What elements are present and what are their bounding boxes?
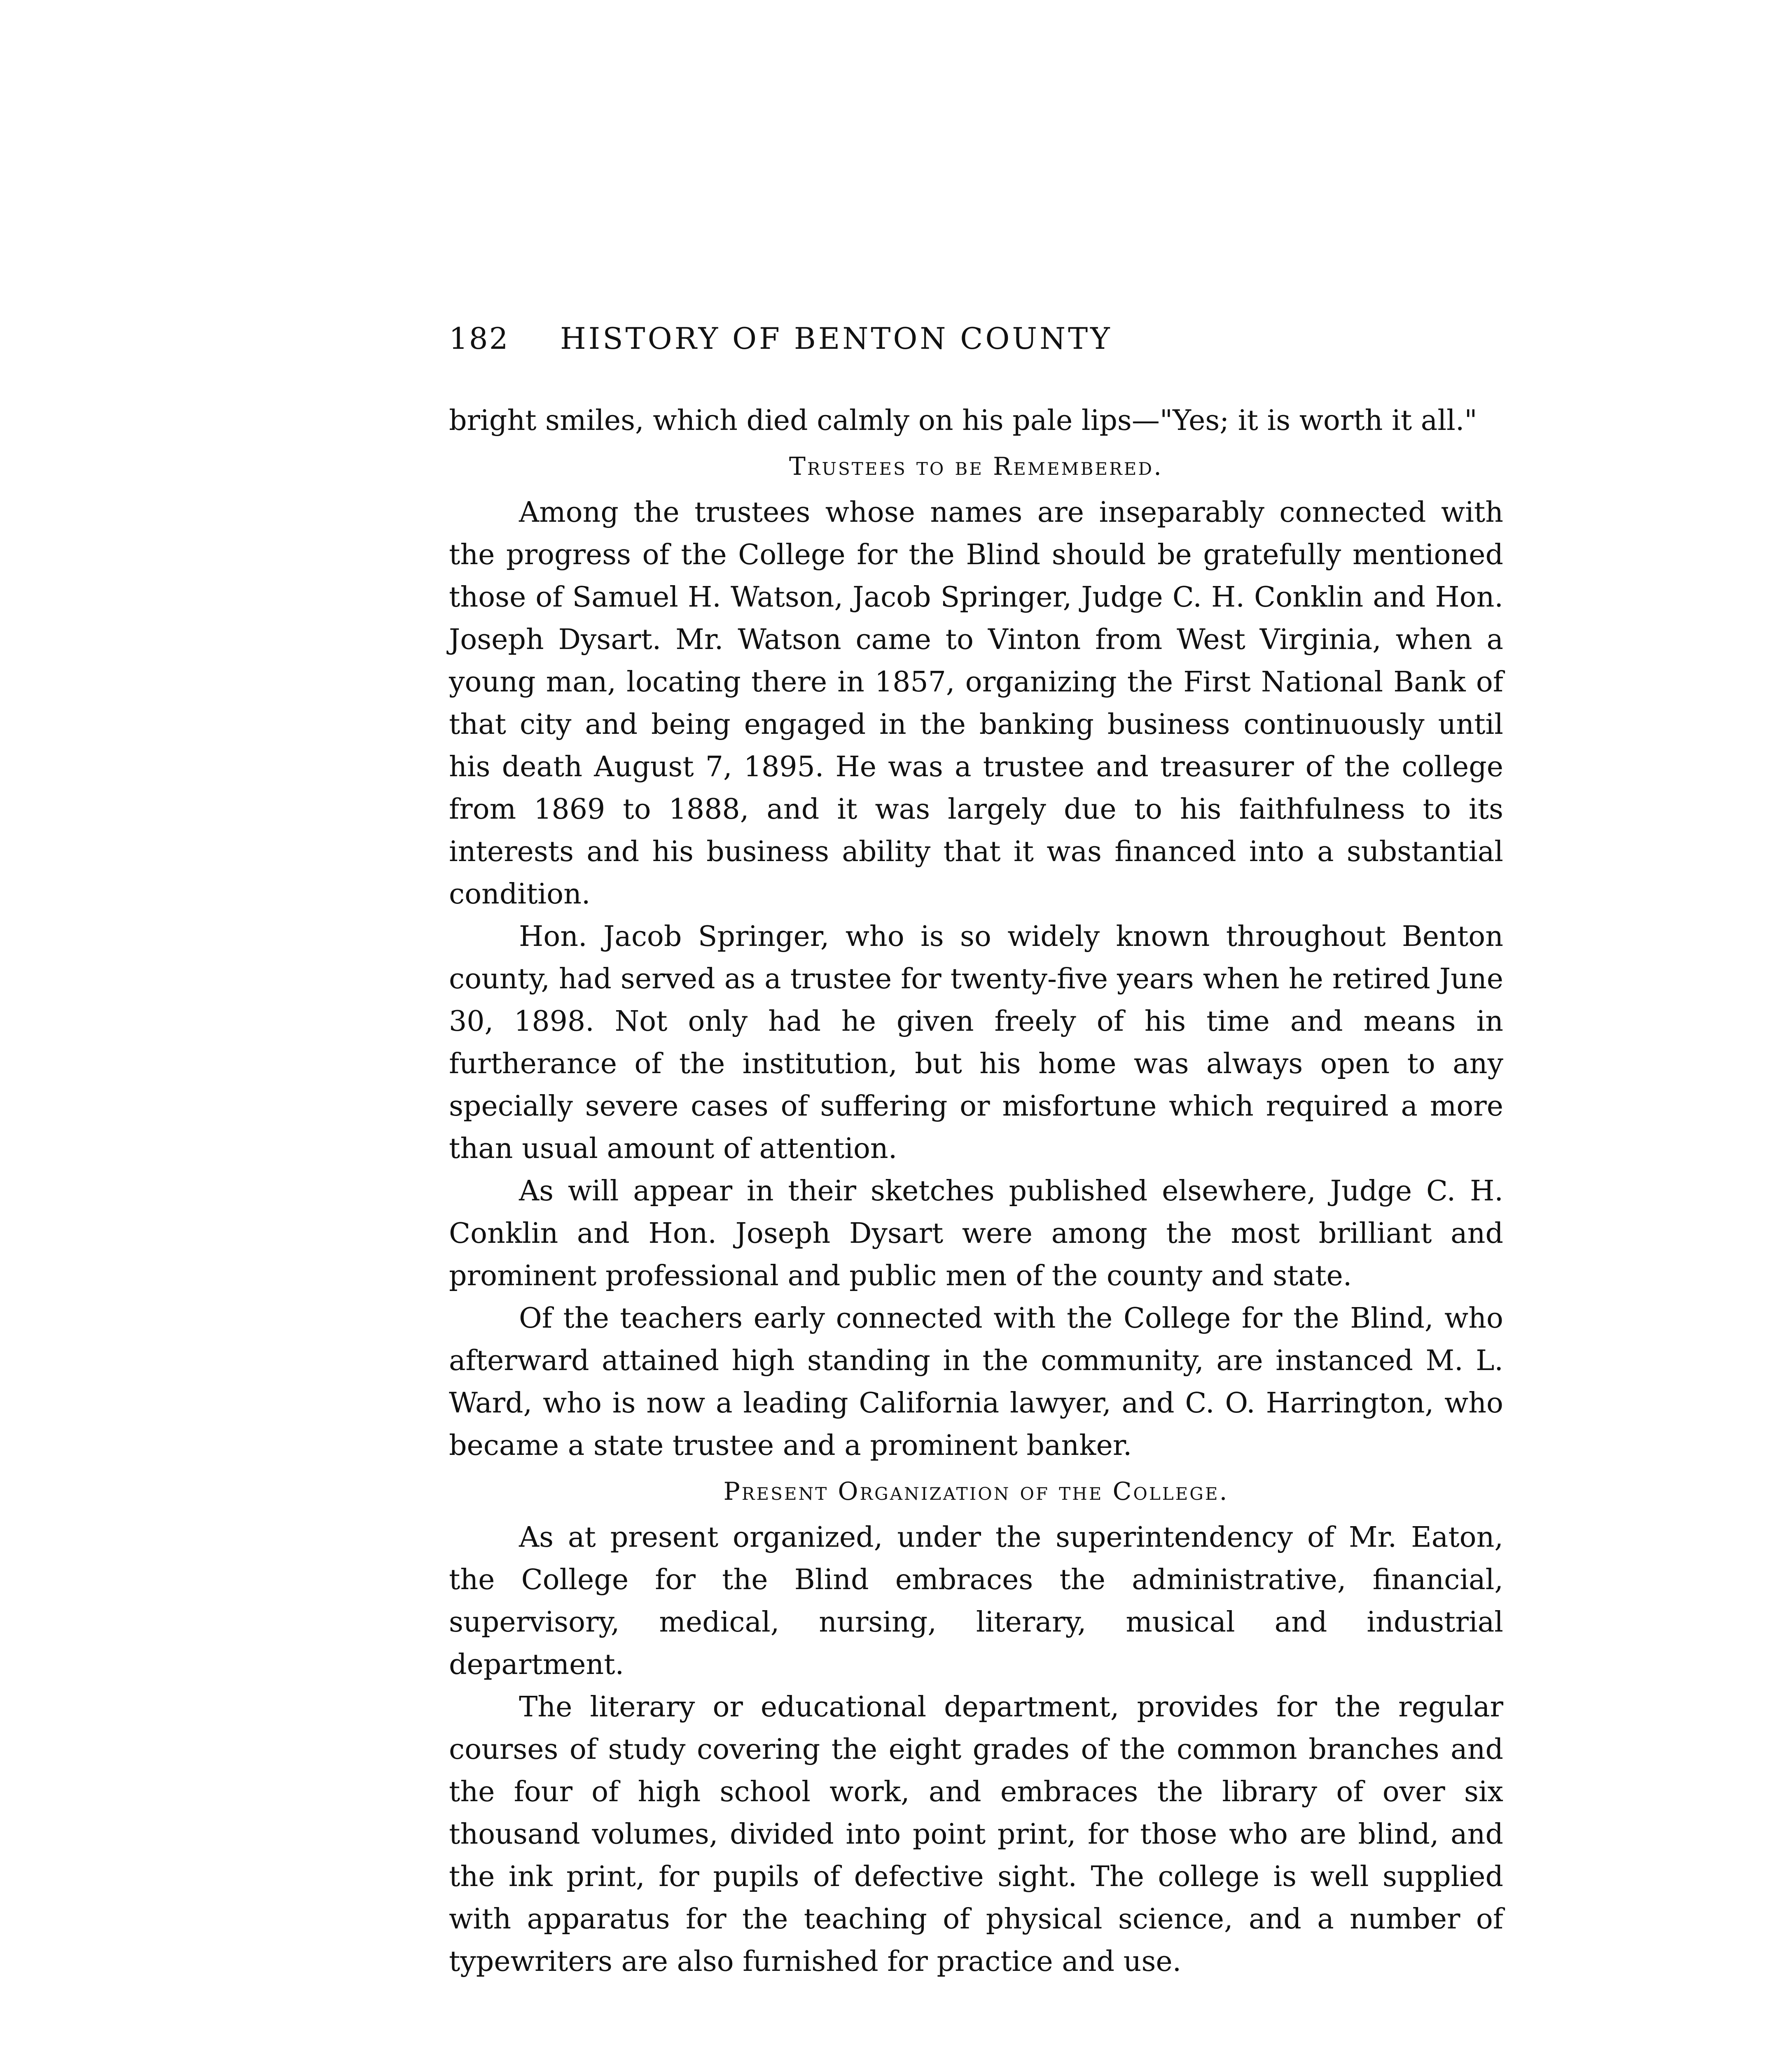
paragraph-literary-department: The literary or educational department, provides for the regular courses of study covering the eight grades of the common branches and the four of high school work, and embraces the library of over six thousand volumes, divided into point print, for those who are blind, and the ink print, for pupils of defective sight. The college is well supplied with apparatus for the teaching of physical science, and a number of typewriters are also furnished for practice and use. [449, 1691, 1503, 1978]
paragraph-trustees: Among the trustees whose names are inseparably connected with the progress of the College for the Blind should be gratefully mentioned those of Samuel H. Watson, Jacob Springer, Judge C. H. Conklin and Hon. Joseph Dysart. Mr. Watson came to Vinton from West Virginia, when a young man, locating there in 1857, organizing the First National Bank of that city and being engaged in the banking business continuously until his death August 7, 1895. He was a trustee and treasurer of the college from 1869 to 1888, and it was largely due to his faithfulness to its interests and his business ability that it was financed into a substantial condition. [449, 496, 1503, 910]
book-page [449, 321, 1503, 1983]
section-heading-trustees: Trustees to be Remembered. [789, 452, 1164, 481]
paragraph-continued: bright smiles, which died calmly on his pale lips—"Yes; it is worth it all." [449, 404, 1477, 437]
paragraph-springer: Hon. Jacob Springer, who is so widely known throughout Benton county, had served as a trustee for twenty-five years when he retired June 30, 1898. Not only had he given freely of his time and means in furtherance of the institution, but his home was always open to any specially severe cases of suffering or misfortune which required a more than usual amount of attention. [449, 920, 1503, 1165]
running-title: HISTORY OF BENTON COUNTY [560, 321, 1112, 356]
paragraph-teachers: Of the teachers early connected with the College for the Blind, who afterward attained high standing in the community, are instanced M. L. Ward, who is now a leading California lawyer, and C. O. Harrington, who became a state trustee and a prominent banker. [449, 1302, 1503, 1462]
paragraph-organization: As at present organized, under the superintendency of Mr. Eaton, the College for the Blind embraces the administrative, financial, supervisory, medical, nursing, literary, musical and industrial department. [449, 1521, 1503, 1681]
paragraph-conklin-dysart: As will appear in their sketches published elsewhere, Judge C. H. Conklin and Hon. Joseph Dysart were among the most brilliant and prominent professional and public men of the county and state. [449, 1175, 1503, 1292]
section-heading-organization: Present Organization of the College. [723, 1477, 1229, 1506]
body-text [449, 399, 1503, 1983]
running-head [449, 321, 1503, 371]
page-number: 182 [449, 321, 509, 356]
